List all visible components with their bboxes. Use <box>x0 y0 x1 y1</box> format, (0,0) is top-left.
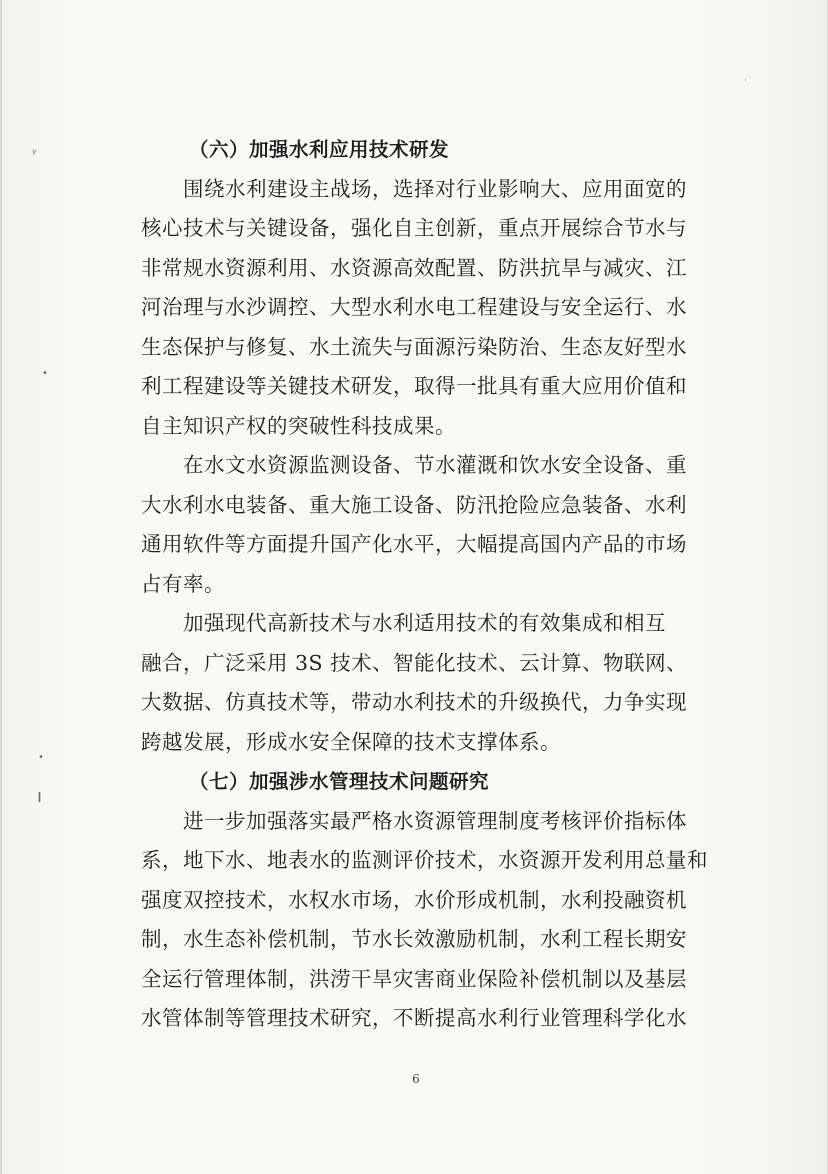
paragraph-line: 进一步加强落实最严格水资源管理制度考核评价指标体 <box>183 808 687 833</box>
paragraph-line: 河治理与水沙调控、大型水利水电工程建设与安全运行、水 <box>141 295 687 319</box>
paragraph-line: 大水利水电装备、重大施工设备、防汛抢险应急装备、水利 <box>141 492 687 517</box>
paragraph-line: 水管体制等管理技术研究，不断提高水利行业管理科学化水 <box>141 1006 687 1030</box>
page-number: 6 <box>412 1072 420 1086</box>
paragraph-line: 占有率。 <box>141 571 225 596</box>
scan-speck: ʸ <box>32 146 37 160</box>
paragraph-line: 生态保护与修复、水土流失与面源污染防治、生态友好型水 <box>141 334 687 359</box>
paragraph-line: 系，地下水、地表水的监测评价技术，水资源开发利用总量和 <box>141 848 708 872</box>
section-heading: （六）加强水利应用技术研发 <box>189 138 450 161</box>
paragraph-line: 融合，广泛采用 3S 技术、智能化技术、云计算、物联网、 <box>141 650 688 675</box>
paragraph-line: 制，水生态补偿机制，节水长效激励机制，水利工程长期安 <box>141 927 687 951</box>
paragraph-line: 加强现代高新技术与水利适用技术的有效集成和相互 <box>183 611 666 635</box>
paragraph-line: 围绕水利建设主战场，选择对行业影响大、应用面宽的 <box>183 176 687 201</box>
document-body <box>141 130 708 1039</box>
paragraph-line: 通用软件等方面提升国产化水平，大幅提高国内产品的市场 <box>141 532 687 556</box>
scan-speck: ı <box>37 786 43 807</box>
scan-speck: • <box>42 368 48 379</box>
paragraph-line: 自主知识产权的突破性科技成果。 <box>141 413 456 438</box>
scan-speck: · <box>744 76 747 86</box>
paragraph-line: 大数据、仿真技术等，带动水利技术的升级换代，力争实现 <box>141 690 687 714</box>
paragraph-line: 核心技术与关键设备，强化自主创新，重点开展综合节水与 <box>141 216 687 240</box>
paragraph-line: 非常规水资源利用、水资源高效配置、防洪抗旱与减灾、江 <box>141 255 687 280</box>
paragraph-line: 在水文水资源监测设备、节水灌溉和饮水安全设备、重 <box>183 453 687 477</box>
paragraph-line: 强度双控技术，水权水市场，水价形成机制，水利投融资机 <box>141 887 687 912</box>
section-heading: （七）加强涉水管理技术问题研究 <box>189 770 490 793</box>
paragraph-line: 全运行管理体制，洪涝干旱灾害商业保险补偿机制以及基层 <box>141 966 687 991</box>
scan-speck: • <box>38 752 44 763</box>
paragraph-line: 跨越发展，形成水安全保障的技术支撑体系。 <box>141 729 561 754</box>
paragraph-line: 利工程建设等关键技术研发，取得一批具有重大应用价值和 <box>141 374 687 398</box>
